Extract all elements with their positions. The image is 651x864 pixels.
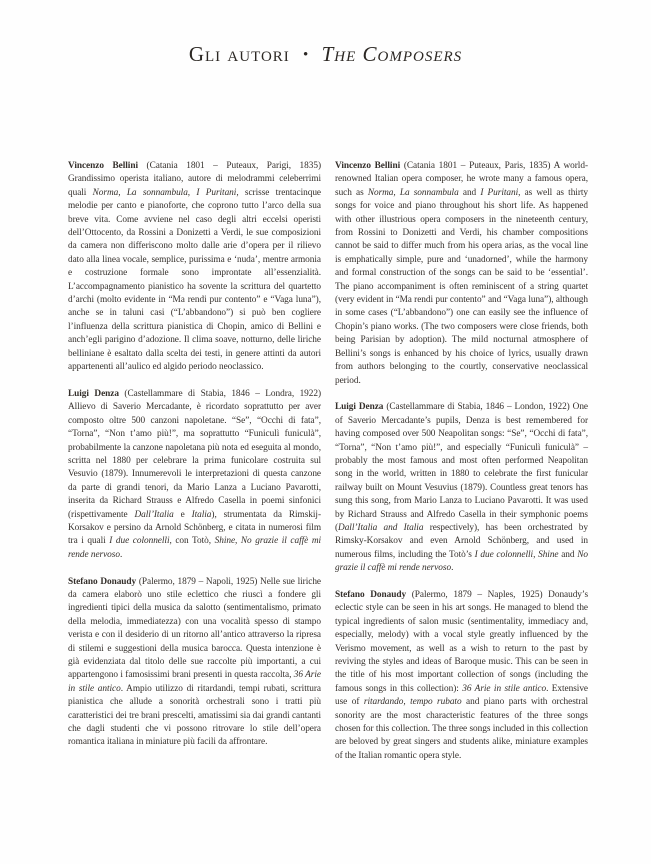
composer-name: Luigi Denza <box>68 388 119 399</box>
text-run: . Ampio utilizzo di ritardandi, tempi rubati, scrittura pianistica che allude a sonorità orchestrali sono i tratti più caratteristici dei tre brani prescelti, amatissimi sia dai grandi cantanti che dagli studenti che vi possono ritrovare lo stile dell’opera romantica italiana in miniature più facili da affrontare. <box>68 683 321 748</box>
work-title: Shine, No grazie il caffè mi rende nervoso <box>68 536 322 560</box>
work-title: Shine <box>538 549 559 560</box>
text-run: (Catania 1801 – Puteaux, Paris, 1835) A world-renowned Italian opera composer, he wrote many a famous opera, such as <box>335 161 588 198</box>
work-title: I due colonnelli <box>474 549 534 560</box>
composer-name: Stefano Donaudy <box>335 589 407 600</box>
work-title: 36 Arie in stile antico <box>462 683 547 694</box>
composer-paragraph <box>68 576 321 750</box>
text-run: , con Totò, <box>169 536 215 547</box>
text-run: and <box>458 187 481 198</box>
text-run: and piano parts with orchestral sonority are the most characteristic features of the three songs chosen for this collection. The three songs included in this collection are beloved by great singers and students alike, miniature examples of the Italian romantic opera style. <box>335 697 588 761</box>
title-italian: Gli autori <box>188 42 290 66</box>
text-run: . <box>119 549 123 560</box>
composer-name: Vincenzo Bellini <box>68 161 138 171</box>
work-title: Norma, La sonnambula, I Puritani <box>92 187 237 198</box>
work-title: Dall’Italia <box>134 509 174 520</box>
two-column-body <box>68 160 588 777</box>
text-run: e <box>173 509 192 520</box>
work-title: Italia <box>191 509 212 520</box>
composer-paragraph <box>335 589 588 763</box>
text-run: (Palermo, 1879 – Napoli, 1925) Nelle sue liriche da camera elaborò uno stile eclettico che riuscì a fondere gli ingredienti tipici della musica da salotto (sentimentalismo, primato della melodia, immediatezza) con una vocalità spesso di stampo verista e con il desiderio di un ritorno all’antico attraverso la ripresa di stilemi e suggestioni della musica barocca. Questa intenzione è già evidenziata dal titolo delle sue raccolte più importanti, a cui appartengono i famosissimi brani presenti in questa raccolta, <box>68 576 321 681</box>
text-run: (Palermo, 1879 – Naples, 1925) Donaudy’s eclectic style can be seen in his art songs. He managed to blend the typical ingredients of salon music (sentimentality, immediacy and, especially, melody) with a vocal style greatly influenced by the Verismo movement, as well as a wish to return to the past by reviving the styles and ideas of Baroque music. This can be seen in the title of his most important collection of songs (including the famous songs in this collection): <box>335 589 589 694</box>
column-english <box>335 160 588 777</box>
text-run: ), strumentata da Rimskij-Korsakov e persino da Arnold Schönberg, e citata in numerosi film tra i quali <box>68 509 322 547</box>
text-run: (Catania 1801 – Puteaux, Parigi, 1835) Grandissimo operista italiano, autore di melodrammi celeberrimi quali <box>68 161 321 198</box>
text-run: , as well as thirty songs for voice and piano throughout his short life. As happened with other illustrious opera composers in the nineteenth century, from Rossini to Donizetti and Verdi, his chamber compositions cannot be said to differ much from his opera arias, as the vocal line is emphatically simple, pure and ‘unadorned’, while the harmony and formal construction of the songs can be said to be ‘essential’. The piano accompaniment is often reminiscent of a string quartet (very evident in “Ma rendi pur contento” and “Vaga luna”), although in some cases (“L’abbandono”) one can easily see the influence of Chopin’s piano works. (The two composers were close friends, both being Parisian by adoption). The mild nocturnal atmosphere of Bellini’s songs is enhanced by his choice of lyrics, usually drawn from authors belonging to the courtly, conservative neoclassical period. <box>335 187 589 386</box>
text-run: , scrisse trentacinque melodie per canto e pianoforte, che coprono tutto l’arco della sua breve vita. Come avviene nel caso degli altri eccelsi operisti dell’Ottocento, da Rossini a Donizetti a Verdi, le sue composizioni da camera non differiscono molto dalle arie d’opera per il rilievo dato alla linea vocale, semplice, purissima e ‘nuda’, mentre armonia e costruzione formale sono improntate all’essenzialità. L’accompagnamento pianistico ha sovente la scrittura del quartetto d’archi (molto evidente in “Ma rendi pur contento” e “Vaga luna”), anche se in taluni casi (“L’abbandono”) si può ben cogliere l’influenza della scrittura pianistica di Chopin, amico di Bellini e anch’egli parigino d’adozione. Il clima soave, notturno, delle liriche belliniane è esaltato dalla scelta dei testi, in genere attinti da autori appartenenti all’aulico ed algido periodo neoclassico. <box>68 187 321 373</box>
work-title: Norma, La sonnambula <box>367 187 459 198</box>
column-italian <box>68 160 321 777</box>
title-separator-bullet: • <box>303 47 309 63</box>
text-run: , <box>533 549 539 560</box>
work-title: I due colonnelli <box>109 536 170 547</box>
work-title: No grazie il caffè mi rende nervoso <box>335 549 588 574</box>
work-title: ritardando, tempo rubato <box>363 697 462 708</box>
page-title <box>0 42 651 67</box>
text-run: . <box>451 563 454 574</box>
text-run: and <box>558 549 578 560</box>
work-title: 36 Arie in stile antico <box>68 670 321 694</box>
composer-paragraph <box>335 401 588 575</box>
composer-paragraph <box>335 160 588 388</box>
work-title: Dall’Italia and Italia <box>338 522 424 533</box>
composer-name: Luigi Denza <box>335 402 384 413</box>
text-run: . Extensive use of <box>335 683 589 708</box>
composer-paragraph <box>68 388 321 562</box>
work-title: I Puritani <box>480 187 519 198</box>
composer-paragraph <box>68 160 321 375</box>
text-run: respectively), has been orchestrated by Rimsky-Korsakov and even Arnold Schönberg, and used in numerous films, including the Totò’s <box>335 522 589 560</box>
title-english: The Composers <box>321 42 463 66</box>
composer-name: Vincenzo Bellini <box>335 161 401 171</box>
text-run: (Castellammare di Stabia, 1846 – Londra, 1922) Allievo di Saverio Mercadante, è ricordato soprattutto per aver composto oltre 500 canzoni napoletane. “Se”, “Occhi di fata”, “Torna”, “Non t’amo più!”, ma soprattutto “Funiculì funiculà”, probabilmente la canzone napoletana più nota ed eseguita al mondo, scritta nel 1880 per celebrare la prima funicolare costruita sul Vesuvio (1879). Innumerevoli le interpretazioni di questa canzone da parte di grandi tenori, da Mario Lanza a Luciano Pavarotti, inserita da Richard Strauss e Alfredo Casella in poemi sinfonici (rispettivamente <box>68 388 322 520</box>
composer-name: Stefano Donaudy <box>68 576 137 587</box>
text-run: (Castellammare di Stabia, 1846 – London, 1922) One of Saverio Mercadante’s pupils, Denza is best remembered for having composed over 500 Neapolitan songs: “Se”, “Occhi di fata”, “Torna”, “Non t’amo più!”, and especially “Funiculì funiculà” – probably the most famous and most often performed Neapolitan song in the world, written in 1880 to celebrate the first funicular railway built on Mount Vesuvius (1879). Countless great tenors has sung this song, from Mario Lanza to Luciano Pavarotti. It was used by Richard Strauss and Alfredo Casella in their symphonic poems ( <box>335 402 589 533</box>
